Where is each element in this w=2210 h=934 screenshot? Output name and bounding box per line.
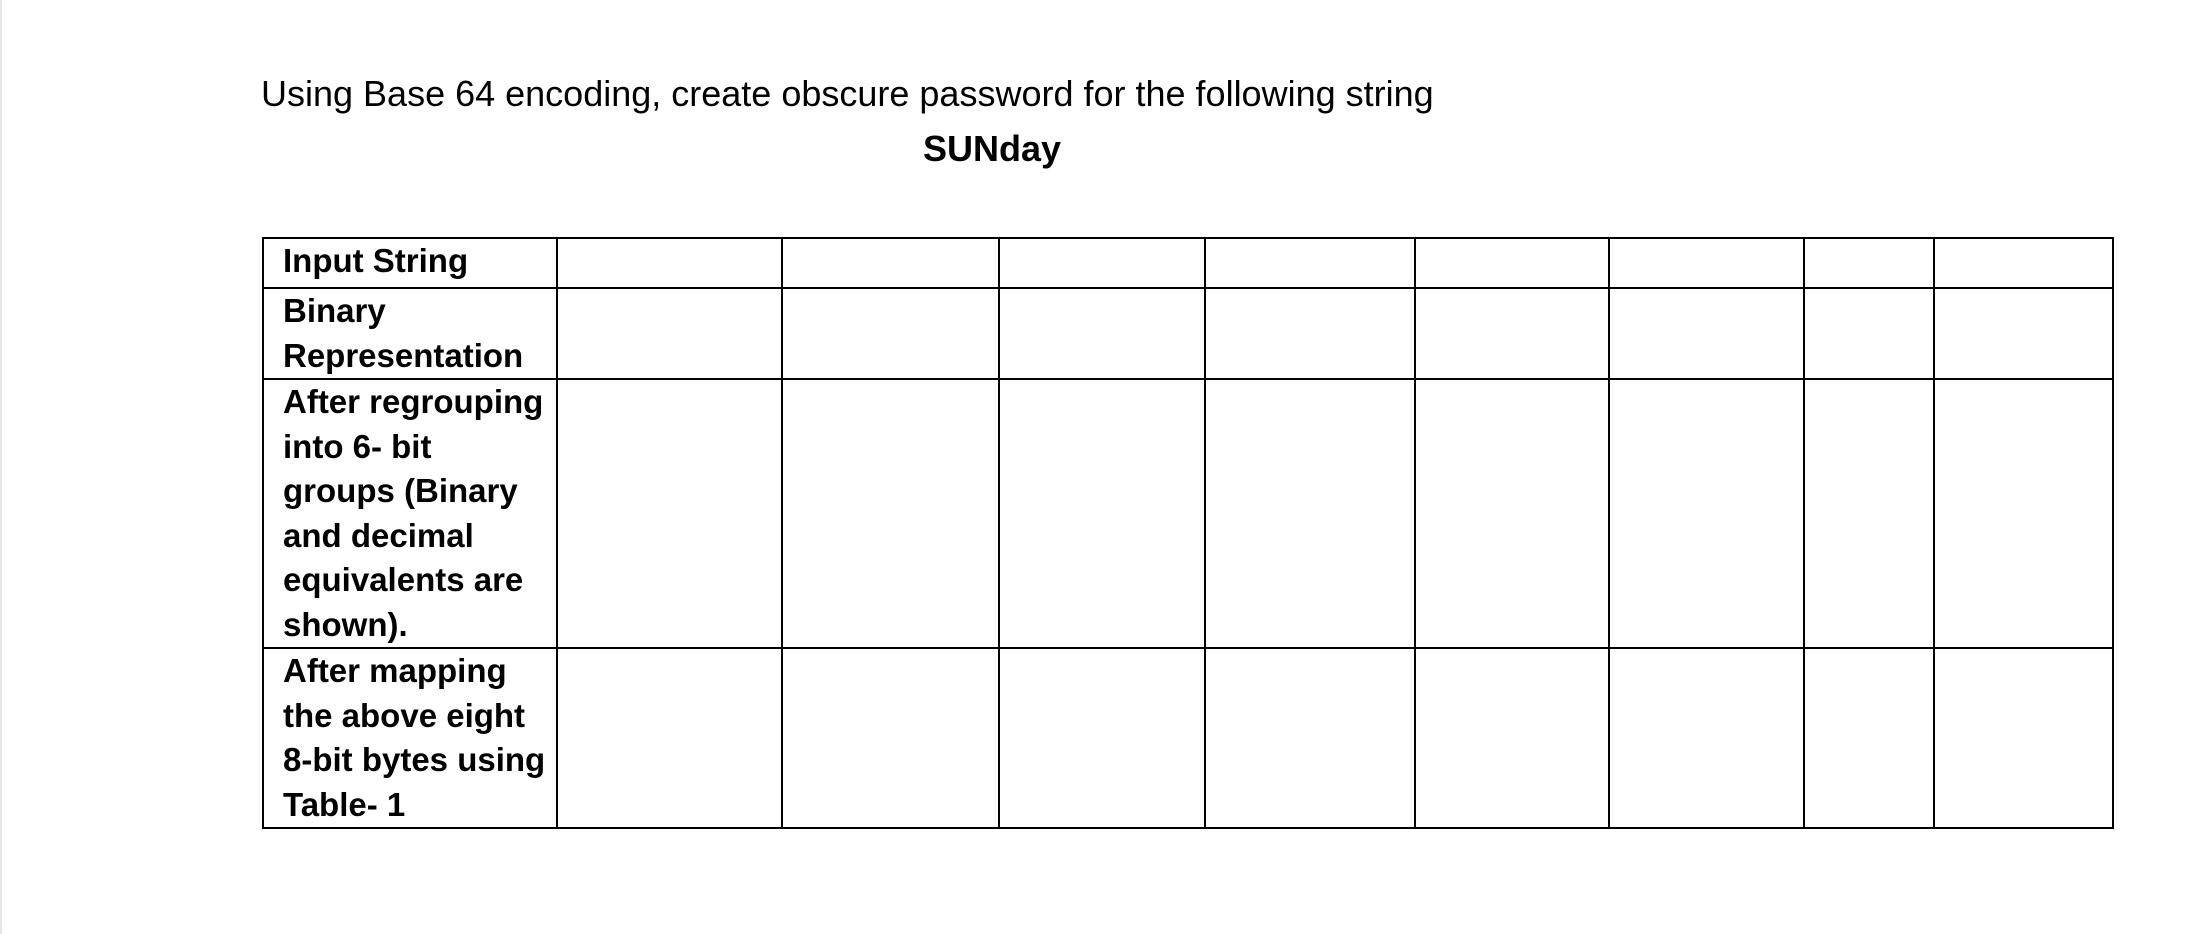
table-cell xyxy=(1415,648,1609,828)
table-cell xyxy=(999,288,1205,379)
table-row-regrouping xyxy=(263,379,2113,648)
table-cell xyxy=(557,288,782,379)
row-label-line: shown). xyxy=(283,605,408,643)
row-label-line: equivalents are xyxy=(283,561,524,598)
table-cell xyxy=(1415,238,1609,288)
row-label xyxy=(263,379,557,648)
row-label-line: groups (Binary xyxy=(283,472,518,509)
table-cell xyxy=(782,238,999,288)
table-cell xyxy=(999,238,1205,288)
table-row-binary xyxy=(263,288,2113,379)
table-row-input-string xyxy=(263,238,2113,288)
row-label-line: and decimal xyxy=(283,516,474,554)
table-cell xyxy=(1205,648,1415,828)
table-cell xyxy=(1415,288,1609,379)
row-label-line: Input String xyxy=(283,242,469,279)
table-cell xyxy=(1205,288,1415,379)
row-label-line: 8-bit bytes using xyxy=(283,741,546,778)
row-label-line: the above eight xyxy=(283,696,526,734)
table-cell xyxy=(1934,238,2113,288)
given-string: SUNday xyxy=(923,128,1062,169)
row-label xyxy=(263,238,557,288)
table-cell xyxy=(1205,238,1415,288)
row-label xyxy=(263,648,557,828)
row-label-line: into 6- bit xyxy=(283,427,432,465)
table-row-mapping xyxy=(263,648,2113,828)
row-label-line: After regrouping xyxy=(283,383,544,420)
table-cell xyxy=(999,379,1205,648)
table-cell xyxy=(557,379,782,648)
table-cell xyxy=(1205,379,1415,648)
table-cell xyxy=(1609,379,1804,648)
row-label-line: Table- 1 xyxy=(283,785,406,823)
page-edge-divider xyxy=(0,0,2,934)
table-cell xyxy=(1804,288,1934,379)
table-cell xyxy=(1415,379,1609,648)
row-label-line: Representation xyxy=(283,336,524,374)
table-cell xyxy=(557,648,782,828)
table-cell xyxy=(782,288,999,379)
table-cell xyxy=(1934,648,2113,828)
row-label xyxy=(263,288,557,379)
table-cell xyxy=(999,648,1205,828)
table-cell xyxy=(1804,238,1934,288)
table-cell xyxy=(782,379,999,648)
instruction-text: Using Base 64 encoding, create obscure password for the following string xyxy=(261,73,1434,114)
table-cell xyxy=(782,648,999,828)
table-cell xyxy=(1804,379,1934,648)
table-cell xyxy=(1609,648,1804,828)
table-cell xyxy=(557,238,782,288)
table-cell xyxy=(1934,288,2113,379)
table-cell xyxy=(1934,379,2113,648)
row-label-line: Binary xyxy=(283,292,386,329)
row-label-line: After mapping xyxy=(283,652,507,689)
table-cell xyxy=(1609,238,1804,288)
table-cell xyxy=(1804,648,1934,828)
base64-table xyxy=(262,237,2114,829)
table-cell xyxy=(1609,288,1804,379)
